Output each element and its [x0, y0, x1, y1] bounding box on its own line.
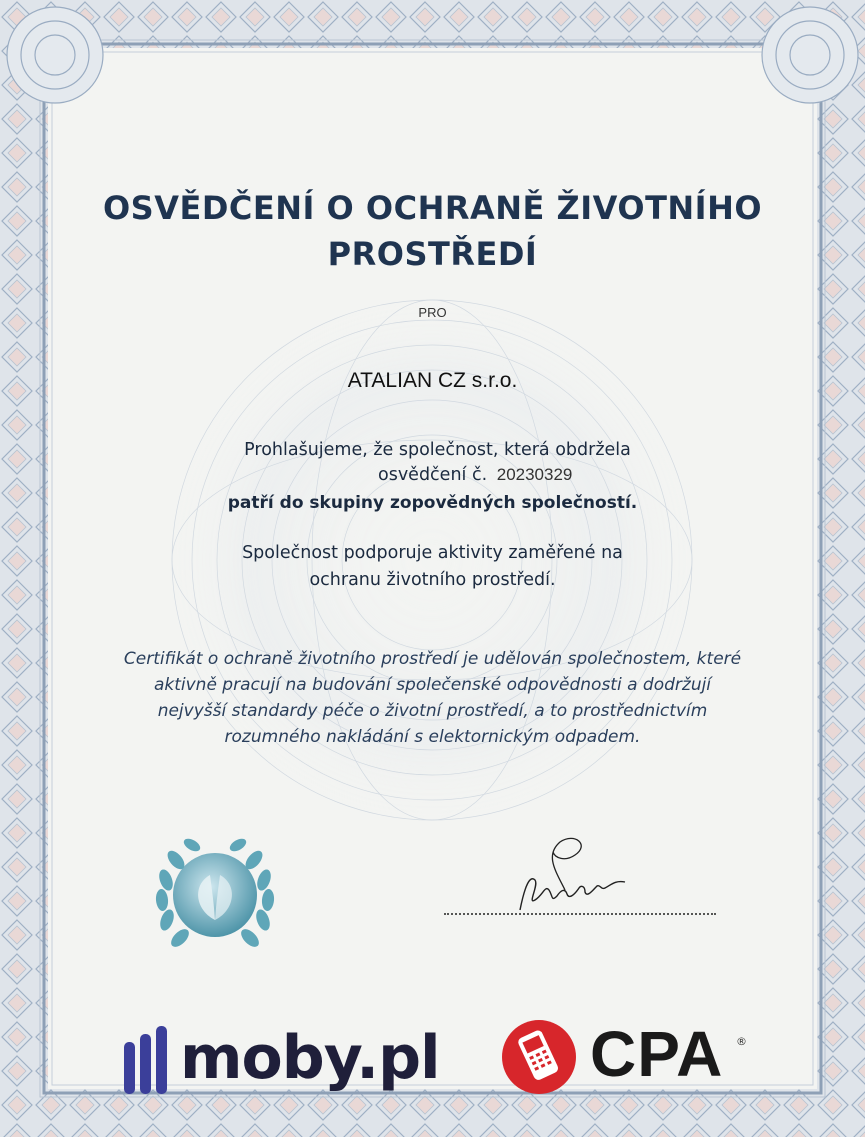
support-text: Společnost podporuje aktivity zaměřené na ochranu životního prostředí. — [242, 543, 623, 590]
company-name: ATALIAN CZ s.r.o. — [347, 369, 518, 392]
certificate-number: 20230329 — [496, 465, 573, 484]
signature-line — [444, 913, 716, 915]
laurel-leaf-seal-icon — [140, 820, 290, 970]
declaration-line-2 — [378, 465, 572, 485]
registered-mark: ® — [736, 1035, 747, 1048]
cpa-logo-text: CPA — [590, 1018, 724, 1090]
certificate-title: OSVĚDČENÍ O OCHRANĚ ŽIVOTNÍHO PROSTŘEDÍ — [102, 189, 763, 273]
certificate-number-label: osvědčení č. — [378, 465, 488, 485]
signature — [505, 830, 645, 920]
pro-label: PRO — [418, 305, 447, 320]
declaration-line-3: patří do skupiny zopovědných společností. — [227, 493, 638, 513]
declaration-line-1: Prohlašujeme, že společnost, která obdržela — [244, 440, 631, 460]
phone-handset-icon — [500, 1018, 578, 1096]
moby-m-icon — [120, 1022, 180, 1102]
certificate-description: Certifikát o ochraně životního prostředí je udělován společnostem, které aktivně pracují na budování společenské odpovědnosti a dodržují nejvyšší standardy péče o životní prostředí, a to prostřednictvím rozumného nakládání s elektornickým odpadem. — [123, 649, 742, 747]
moby-logo-text: moby.pl — [180, 1023, 440, 1093]
